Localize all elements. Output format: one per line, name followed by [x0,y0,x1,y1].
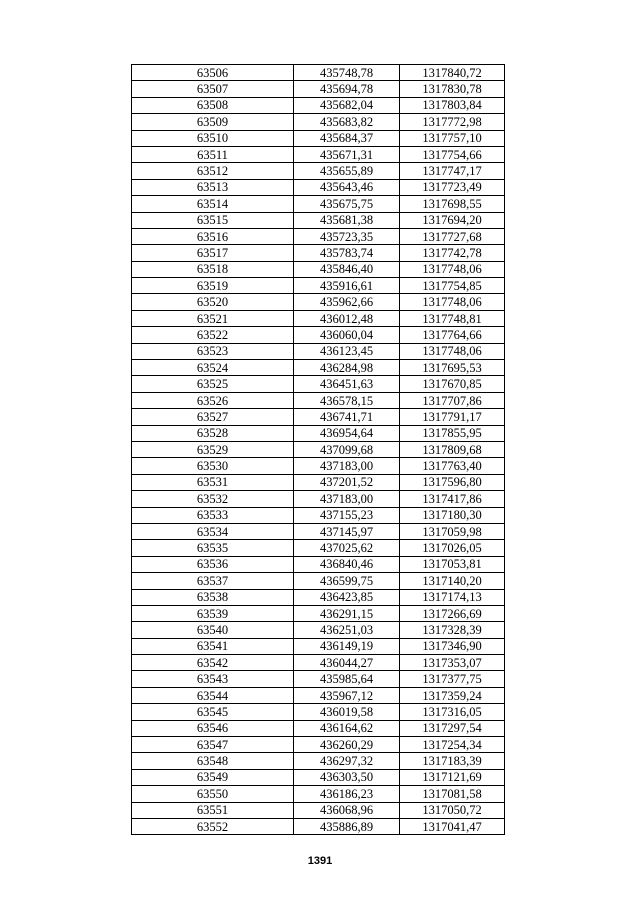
y-coordinate-cell: 1317748,81 [400,310,505,326]
y-coordinate-cell: 1317723,49 [400,179,505,195]
y-coordinate-cell: 1317026,05 [400,540,505,556]
x-coordinate-cell: 435846,40 [294,261,400,277]
table-row [132,523,505,539]
point-number-cell: 63551 [132,802,294,818]
x-coordinate-cell: 436291,15 [294,605,400,621]
y-coordinate-cell: 1317791,17 [400,409,505,425]
point-number-cell: 63548 [132,753,294,769]
table-row [132,818,505,834]
x-coordinate-cell: 435681,38 [294,212,400,228]
point-number-cell: 63534 [132,523,294,539]
point-number-cell: 63538 [132,589,294,605]
y-coordinate-cell: 1317183,39 [400,753,505,769]
table-row [132,720,505,736]
point-number-cell: 63528 [132,425,294,441]
table-row [132,655,505,671]
table-row [132,310,505,326]
point-number-cell: 63550 [132,786,294,802]
y-coordinate-cell: 1317830,78 [400,81,505,97]
x-coordinate-cell: 436044,27 [294,655,400,671]
x-coordinate-cell: 436123,45 [294,343,400,359]
coordinate-table [131,64,505,835]
table-row [132,327,505,343]
x-coordinate-cell: 436284,98 [294,360,400,376]
x-coordinate-cell: 435683,82 [294,114,400,130]
y-coordinate-cell: 1317695,53 [400,360,505,376]
x-coordinate-cell: 435967,12 [294,687,400,703]
table-row [132,786,505,802]
point-number-cell: 63540 [132,622,294,638]
table-row [132,491,505,507]
table-row [132,343,505,359]
point-number-cell: 63539 [132,605,294,621]
point-number-cell: 63545 [132,704,294,720]
y-coordinate-cell: 1317742,78 [400,245,505,261]
y-coordinate-cell: 1317050,72 [400,802,505,818]
point-number-cell: 63541 [132,638,294,654]
x-coordinate-cell: 435886,89 [294,818,400,834]
point-number-cell: 63517 [132,245,294,261]
x-coordinate-cell: 435985,64 [294,671,400,687]
y-coordinate-cell: 1317748,06 [400,343,505,359]
y-coordinate-cell: 1317081,58 [400,786,505,802]
table-row [132,130,505,146]
y-coordinate-cell: 1317748,06 [400,261,505,277]
x-coordinate-cell: 436164,62 [294,720,400,736]
x-coordinate-cell: 437025,62 [294,540,400,556]
point-number-cell: 63535 [132,540,294,556]
x-coordinate-cell: 436019,58 [294,704,400,720]
table-row [132,212,505,228]
x-coordinate-cell: 436954,64 [294,425,400,441]
x-coordinate-cell: 435682,04 [294,97,400,113]
table-row [132,573,505,589]
table-row [132,802,505,818]
point-number-cell: 63520 [132,294,294,310]
point-number-cell: 63543 [132,671,294,687]
point-number-cell: 63508 [132,97,294,113]
x-coordinate-cell: 436060,04 [294,327,400,343]
y-coordinate-cell: 1317359,24 [400,687,505,703]
point-number-cell: 63510 [132,130,294,146]
y-coordinate-cell: 1317346,90 [400,638,505,654]
table-row [132,622,505,638]
x-coordinate-cell: 436297,32 [294,753,400,769]
table-row [132,441,505,457]
x-coordinate-cell: 436251,03 [294,622,400,638]
x-coordinate-cell: 436741,71 [294,409,400,425]
x-coordinate-cell: 436149,19 [294,638,400,654]
table-row [132,163,505,179]
x-coordinate-cell: 437099,68 [294,441,400,457]
y-coordinate-cell: 1317747,17 [400,163,505,179]
x-coordinate-cell: 435655,89 [294,163,400,179]
y-coordinate-cell: 1317707,86 [400,392,505,408]
point-number-cell: 63515 [132,212,294,228]
table-row [132,294,505,310]
table-row [132,376,505,392]
table-row [132,245,505,261]
x-coordinate-cell: 435671,31 [294,146,400,162]
point-number-cell: 63516 [132,228,294,244]
page-number: 1391 [307,855,333,867]
y-coordinate-cell: 1317855,95 [400,425,505,441]
x-coordinate-cell: 436840,46 [294,556,400,572]
y-coordinate-cell: 1317809,68 [400,441,505,457]
point-number-cell: 63518 [132,261,294,277]
table-row [132,556,505,572]
table-row [132,65,505,81]
y-coordinate-cell: 1317140,20 [400,573,505,589]
point-number-cell: 63531 [132,474,294,490]
y-coordinate-cell: 1317266,69 [400,605,505,621]
x-coordinate-cell: 435723,35 [294,228,400,244]
table-row [132,458,505,474]
y-coordinate-cell: 1317328,39 [400,622,505,638]
y-coordinate-cell: 1317727,68 [400,228,505,244]
point-number-cell: 63547 [132,737,294,753]
point-number-cell: 63530 [132,458,294,474]
y-coordinate-cell: 1317297,54 [400,720,505,736]
x-coordinate-cell: 436578,15 [294,392,400,408]
y-coordinate-cell: 1317596,80 [400,474,505,490]
point-number-cell: 63529 [132,441,294,457]
y-coordinate-cell: 1317757,10 [400,130,505,146]
table-row [132,81,505,97]
table-row [132,278,505,294]
y-coordinate-cell: 1317803,84 [400,97,505,113]
x-coordinate-cell: 436260,29 [294,737,400,753]
x-coordinate-cell: 437201,52 [294,474,400,490]
table-row [132,704,505,720]
y-coordinate-cell: 1317763,40 [400,458,505,474]
x-coordinate-cell: 437183,00 [294,491,400,507]
point-number-cell: 63546 [132,720,294,736]
x-coordinate-cell: 435783,74 [294,245,400,261]
y-coordinate-cell: 1317694,20 [400,212,505,228]
point-number-cell: 63519 [132,278,294,294]
point-number-cell: 63542 [132,655,294,671]
point-number-cell: 63512 [132,163,294,179]
table-row [132,605,505,621]
table-row [132,769,505,785]
y-coordinate-cell: 1317754,66 [400,146,505,162]
table-row [132,97,505,113]
point-number-cell: 63521 [132,310,294,326]
point-number-cell: 63526 [132,392,294,408]
x-coordinate-cell: 436423,85 [294,589,400,605]
table-row [132,589,505,605]
table-row [132,196,505,212]
table-row [132,425,505,441]
point-number-cell: 63522 [132,327,294,343]
y-coordinate-cell: 1317353,07 [400,655,505,671]
x-coordinate-cell: 435694,78 [294,81,400,97]
y-coordinate-cell: 1317059,98 [400,523,505,539]
x-coordinate-cell: 437155,23 [294,507,400,523]
x-coordinate-cell: 436186,23 [294,786,400,802]
point-number-cell: 63537 [132,573,294,589]
table-row [132,228,505,244]
coordinate-table-body [132,65,505,835]
table-row [132,114,505,130]
point-number-cell: 63509 [132,114,294,130]
x-coordinate-cell: 435643,46 [294,179,400,195]
x-coordinate-cell: 436303,50 [294,769,400,785]
x-coordinate-cell: 435748,78 [294,65,400,81]
y-coordinate-cell: 1317840,72 [400,65,505,81]
x-coordinate-cell: 437183,00 [294,458,400,474]
table-row [132,507,505,523]
table-row [132,737,505,753]
table-row [132,671,505,687]
point-number-cell: 63536 [132,556,294,572]
table-row [132,392,505,408]
y-coordinate-cell: 1317377,75 [400,671,505,687]
table-row [132,179,505,195]
y-coordinate-cell: 1317121,69 [400,769,505,785]
y-coordinate-cell: 1317053,81 [400,556,505,572]
table-row [132,261,505,277]
y-coordinate-cell: 1317698,55 [400,196,505,212]
point-number-cell: 63533 [132,507,294,523]
point-number-cell: 63523 [132,343,294,359]
point-number-cell: 63549 [132,769,294,785]
y-coordinate-cell: 1317754,85 [400,278,505,294]
point-number-cell: 63532 [132,491,294,507]
x-coordinate-cell: 436599,75 [294,573,400,589]
x-coordinate-cell: 435916,61 [294,278,400,294]
x-coordinate-cell: 437145,97 [294,523,400,539]
y-coordinate-cell: 1317316,05 [400,704,505,720]
point-number-cell: 63506 [132,65,294,81]
point-number-cell: 63552 [132,818,294,834]
point-number-cell: 63507 [132,81,294,97]
table-row [132,540,505,556]
y-coordinate-cell: 1317670,85 [400,376,505,392]
table-row [132,753,505,769]
x-coordinate-cell: 435684,37 [294,130,400,146]
table-row [132,638,505,654]
point-number-cell: 63525 [132,376,294,392]
table-row [132,687,505,703]
point-number-cell: 63544 [132,687,294,703]
point-number-cell: 63524 [132,360,294,376]
y-coordinate-cell: 1317180,30 [400,507,505,523]
x-coordinate-cell: 436451,63 [294,376,400,392]
x-coordinate-cell: 436068,96 [294,802,400,818]
y-coordinate-cell: 1317417,86 [400,491,505,507]
table-row [132,474,505,490]
y-coordinate-cell: 1317764,66 [400,327,505,343]
point-number-cell: 63511 [132,146,294,162]
y-coordinate-cell: 1317174,13 [400,589,505,605]
table-row [132,146,505,162]
x-coordinate-cell: 435675,75 [294,196,400,212]
y-coordinate-cell: 1317254,34 [400,737,505,753]
x-coordinate-cell: 436012,48 [294,310,400,326]
point-number-cell: 63514 [132,196,294,212]
point-number-cell: 63513 [132,179,294,195]
x-coordinate-cell: 435962,66 [294,294,400,310]
y-coordinate-cell: 1317772,98 [400,114,505,130]
y-coordinate-cell: 1317748,06 [400,294,505,310]
table-row [132,360,505,376]
table-row [132,409,505,425]
y-coordinate-cell: 1317041,47 [400,818,505,834]
point-number-cell: 63527 [132,409,294,425]
